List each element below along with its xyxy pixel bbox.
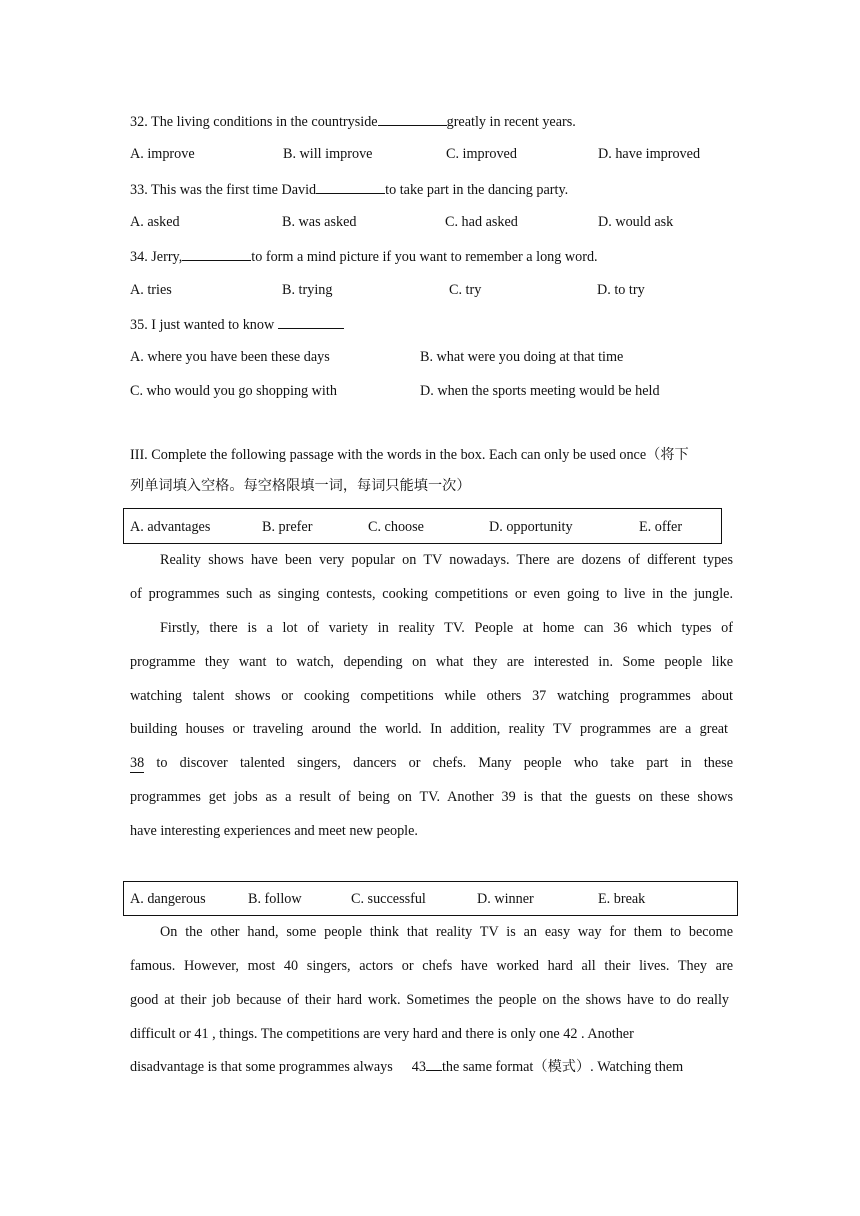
word-option-a: A. dangerous <box>130 891 206 907</box>
question-33-stem: 33. This was the first time David <box>130 182 317 198</box>
option-b: B. what were you doing at that time <box>420 349 624 365</box>
paragraph-line: On the other hand, some people think that reality TV is an easy way for them to become <box>160 924 733 940</box>
option-d: D. to try <box>597 282 645 298</box>
question-34-stem-end: to form a mind picture if you want to remember a long word. <box>251 249 598 265</box>
option-a: A. tries <box>130 282 172 298</box>
paragraph-line <box>130 1056 683 1076</box>
word-option-a: A. advantages <box>130 519 211 535</box>
paragraph-text: the same format（模式）. Watching them <box>441 1059 684 1075</box>
answer-blank <box>426 1056 442 1071</box>
paragraph-line: difficult or 41 , things. The competitions are very hard and there is only one 42 . Another <box>130 1026 634 1042</box>
question-32-stem: 32. The living conditions in the countryside <box>130 114 378 130</box>
blank-number: 43 <box>411 1059 426 1075</box>
paragraph-line: famous. However, most 40 singers, actors or chefs have worked hard all their lives. They are <box>130 958 733 974</box>
answer-blank <box>130 758 144 773</box>
answer-blank <box>316 179 385 194</box>
paragraph-text: disadvantage is that some programmes always <box>130 1059 393 1075</box>
option-c: C. who would you go shopping with <box>130 383 337 399</box>
option-c: C. improved <box>446 146 517 162</box>
question-35-stem: 35. I just wanted to know <box>130 317 275 333</box>
option-b: B. trying <box>282 282 333 298</box>
question-34 <box>130 246 598 266</box>
option-d: D. have improved <box>598 146 701 162</box>
paragraph-line: Reality shows have been very popular on TV nowadays. There are dozens of different types <box>160 552 733 568</box>
paragraph-line: watching talent shows or cooking competitions while others 37 watching programmes about <box>130 688 733 704</box>
word-option-d: D. opportunity <box>489 519 573 535</box>
question-32-stem-end: greatly in recent years. <box>446 114 576 130</box>
answer-blank <box>278 314 344 329</box>
option-b: B. was asked <box>282 214 357 230</box>
word-option-e: E. break <box>598 891 646 907</box>
answer-blank <box>378 111 447 126</box>
paragraph-line: programmes get jobs as a result of being on TV. Another 39 is that the guests on these shows <box>130 789 733 805</box>
option-a: A. improve <box>130 146 195 162</box>
question-33-stem-end: to take part in the dancing party. <box>385 182 569 198</box>
word-box-2 <box>123 881 738 916</box>
paragraph-line: have interesting experiences and meet new people. <box>130 823 418 839</box>
option-d: D. when the sports meeting would be held <box>420 383 660 399</box>
word-option-b: B. prefer <box>262 519 313 535</box>
paragraph-line: of programmes such as singing contests, cooking competitions or even going to live in the jungle. <box>130 586 733 602</box>
option-a: A. where you have been these days <box>130 349 330 365</box>
answer-blank <box>182 246 251 261</box>
paragraph-line: programme they want to watch, depending on what they are interested in. Some people like <box>130 654 733 670</box>
question-32 <box>130 111 576 131</box>
option-d: D. would ask <box>598 214 674 230</box>
paragraph-line: building houses or traveling around the world. In addition, reality TV programmes are a great <box>130 721 728 737</box>
word-option-c: C. choose <box>368 519 424 535</box>
question-33 <box>130 179 568 199</box>
option-a: A. asked <box>130 214 180 230</box>
question-35 <box>130 314 344 334</box>
paragraph-line: 38 to discover talented singers, dancers or chefs. Many people who take part in these <box>130 755 733 771</box>
word-option-e: E. offer <box>639 519 683 535</box>
option-b: B. will improve <box>283 146 373 162</box>
paragraph-line: good at their job because of their hard work. Sometimes the people on the shows have to do really <box>130 992 729 1008</box>
paragraph-line: Firstly, there is a lot of variety in reality TV. People at home can 36 which types of <box>160 620 733 636</box>
option-c: C. try <box>449 282 482 298</box>
word-option-d: D. winner <box>477 891 534 907</box>
option-c: C. had asked <box>445 214 518 230</box>
question-34-stem: 34. Jerry, <box>130 249 183 265</box>
section-3-instruction: III. Complete the following passage with the words in the box. Each can only be used once（将下 <box>130 447 689 463</box>
section-3-instruction-cn: 列单词填入空格。每空格限填一词，每词只能填一次） <box>130 478 471 494</box>
word-option-b: B. follow <box>248 891 302 907</box>
word-option-c: C. successful <box>351 891 426 907</box>
